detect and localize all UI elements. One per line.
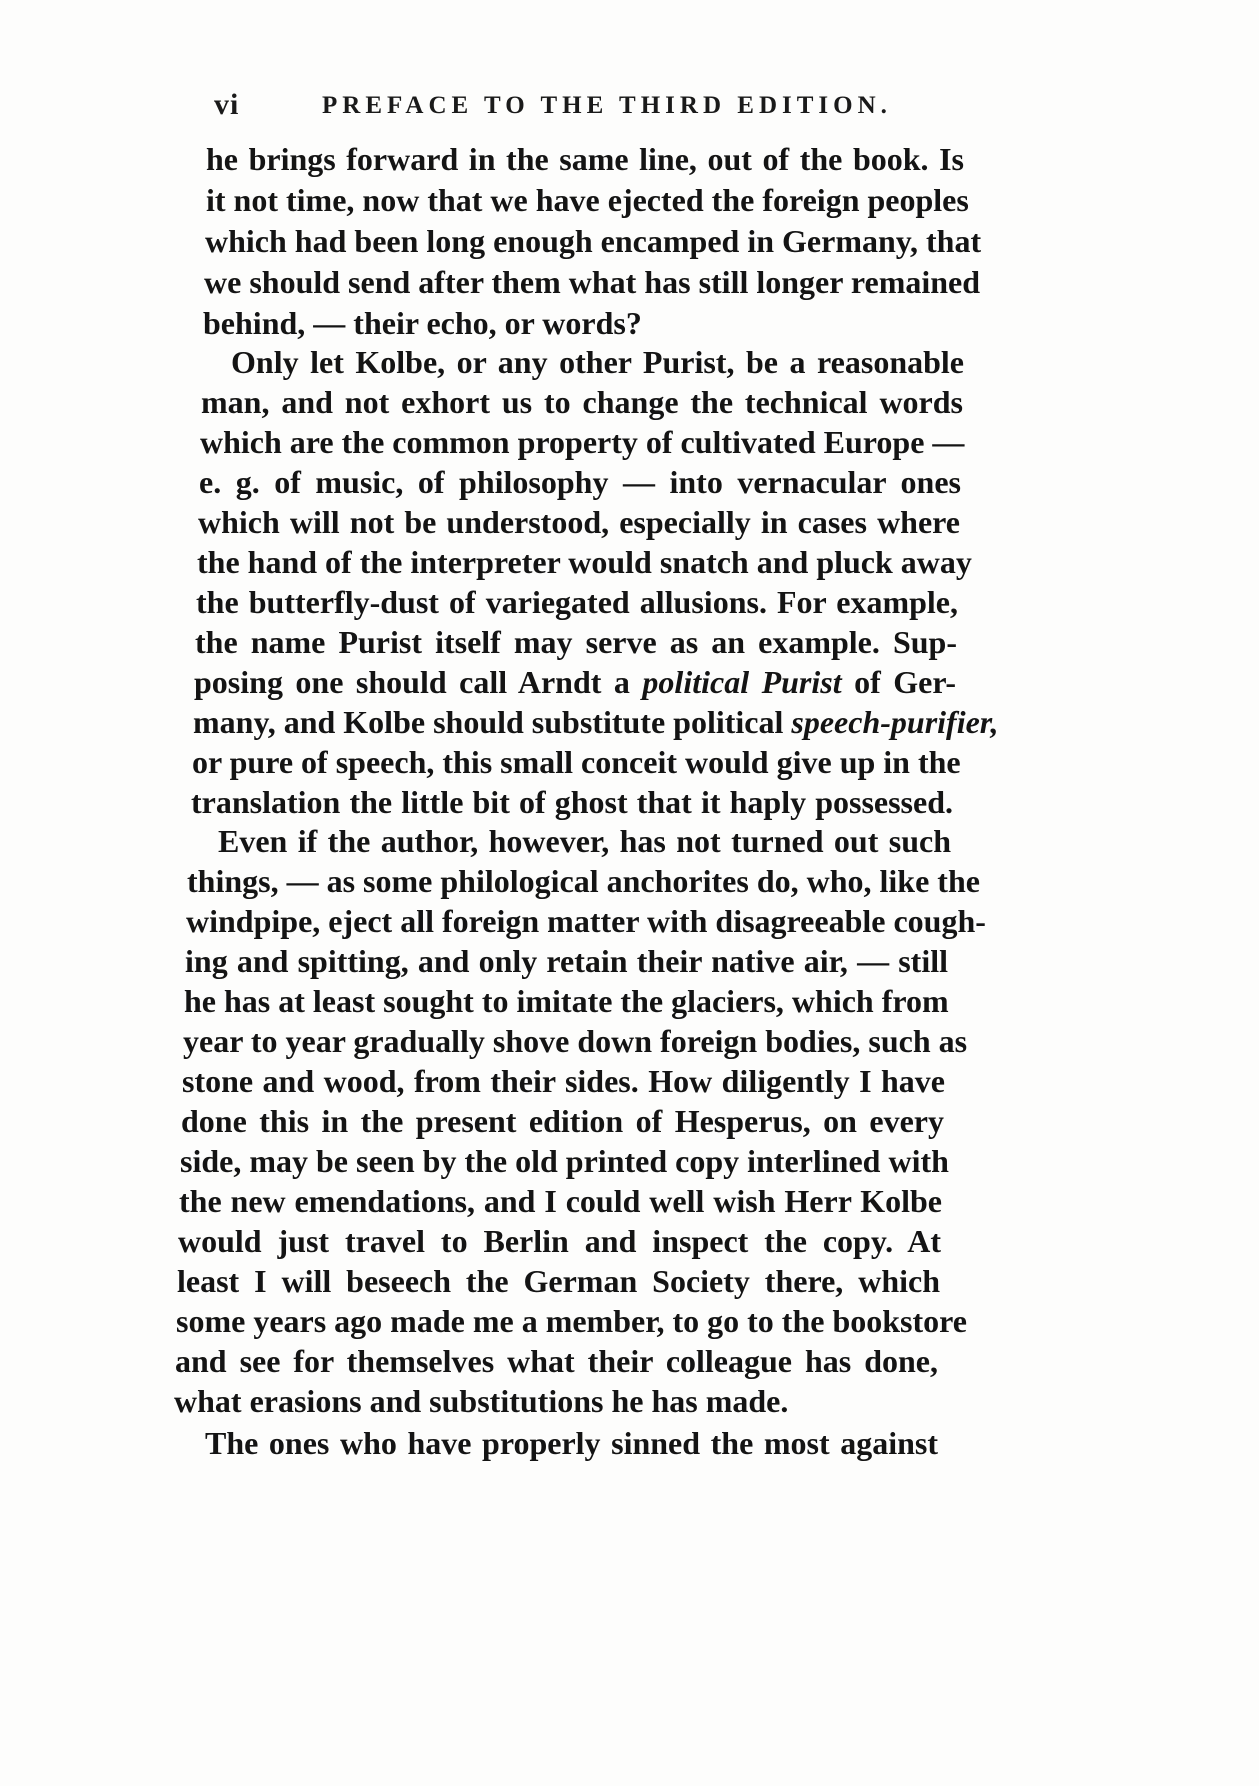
text-line: behind, — their echo, or words? bbox=[203, 305, 642, 341]
text-line: he has at least sought to imitate the glaciers, which from bbox=[184, 983, 949, 1019]
text-line: the name Purist itself may serve as an example. Sup- bbox=[195, 624, 957, 660]
text-line: some years ago made me a member, to go to the bookstore bbox=[176, 1303, 967, 1339]
text-line: what erasions and substitutions he has made. bbox=[174, 1383, 789, 1419]
text-line: windpipe, eject all foreign matter with disagreeable cough- bbox=[186, 903, 986, 939]
text-line: which are the common property of cultivated Europe — bbox=[200, 424, 965, 460]
text-line: translation the little bit of ghost that it haply possessed. bbox=[191, 784, 953, 820]
text-line: it not time, now that we have ejected the foreign peoples bbox=[206, 182, 969, 218]
text-line: the butterfly-dust of variegated allusions. For example, bbox=[196, 584, 958, 620]
text-line: Even if the author, however, has not turned out such bbox=[218, 823, 951, 859]
text-line: things, — as some philological anchorites do, who, like the bbox=[187, 863, 980, 899]
text-line: many, and Kolbe should substitute political speech-purifier, bbox=[193, 704, 999, 740]
text-line: year to year gradually shove down foreign bodies, such as bbox=[183, 1023, 968, 1059]
page-number: vi bbox=[214, 88, 240, 121]
running-head: PREFACE TO THE THIRD EDITION. bbox=[322, 92, 892, 119]
text-line: Only let Kolbe, or any other Purist, be a reasonable bbox=[231, 344, 964, 380]
text-line: least I will beseech the German Society there, which bbox=[177, 1263, 940, 1299]
text-line: done this in the present edition of Hesperus, on every bbox=[181, 1103, 944, 1139]
text-line: we should send after them what has still longer remained bbox=[204, 264, 981, 300]
text-line: The ones who have properly sinned the most against bbox=[205, 1425, 938, 1461]
text-line: man, and not exhort us to change the technical words bbox=[201, 384, 963, 420]
text-line: ing and spitting, and only retain their native air, — still bbox=[185, 943, 948, 979]
text-line: the new emendations, and I could well wish Herr Kolbe bbox=[179, 1183, 942, 1219]
italic-term: political Purist bbox=[642, 664, 842, 700]
italic-term: speech-purifier, bbox=[791, 704, 999, 740]
text-line: which had been long enough encamped in Germany, that bbox=[205, 223, 982, 259]
text-line: the hand of the interpreter would snatch and pluck away bbox=[197, 544, 972, 580]
text-line: posing one should call Arndt a political Purist of Ger- bbox=[194, 664, 957, 700]
text-line: which will not be understood, especially in cases where bbox=[198, 504, 960, 540]
text-line: e. g. of music, of philosophy — into vernacular ones bbox=[199, 464, 961, 500]
text-line: and see for themselves what their colleague has done, bbox=[175, 1343, 938, 1379]
text-line: side, may be seen by the old printed copy interlined with bbox=[180, 1143, 949, 1179]
text-line: or pure of speech, this small conceit would give up in the bbox=[192, 744, 961, 780]
text-line: stone and wood, from their sides. How diligently I have bbox=[182, 1063, 945, 1099]
text-line: he brings forward in the same line, out of the book. Is bbox=[206, 141, 964, 177]
text-line: would just travel to Berlin and inspect the copy. At bbox=[178, 1223, 941, 1259]
